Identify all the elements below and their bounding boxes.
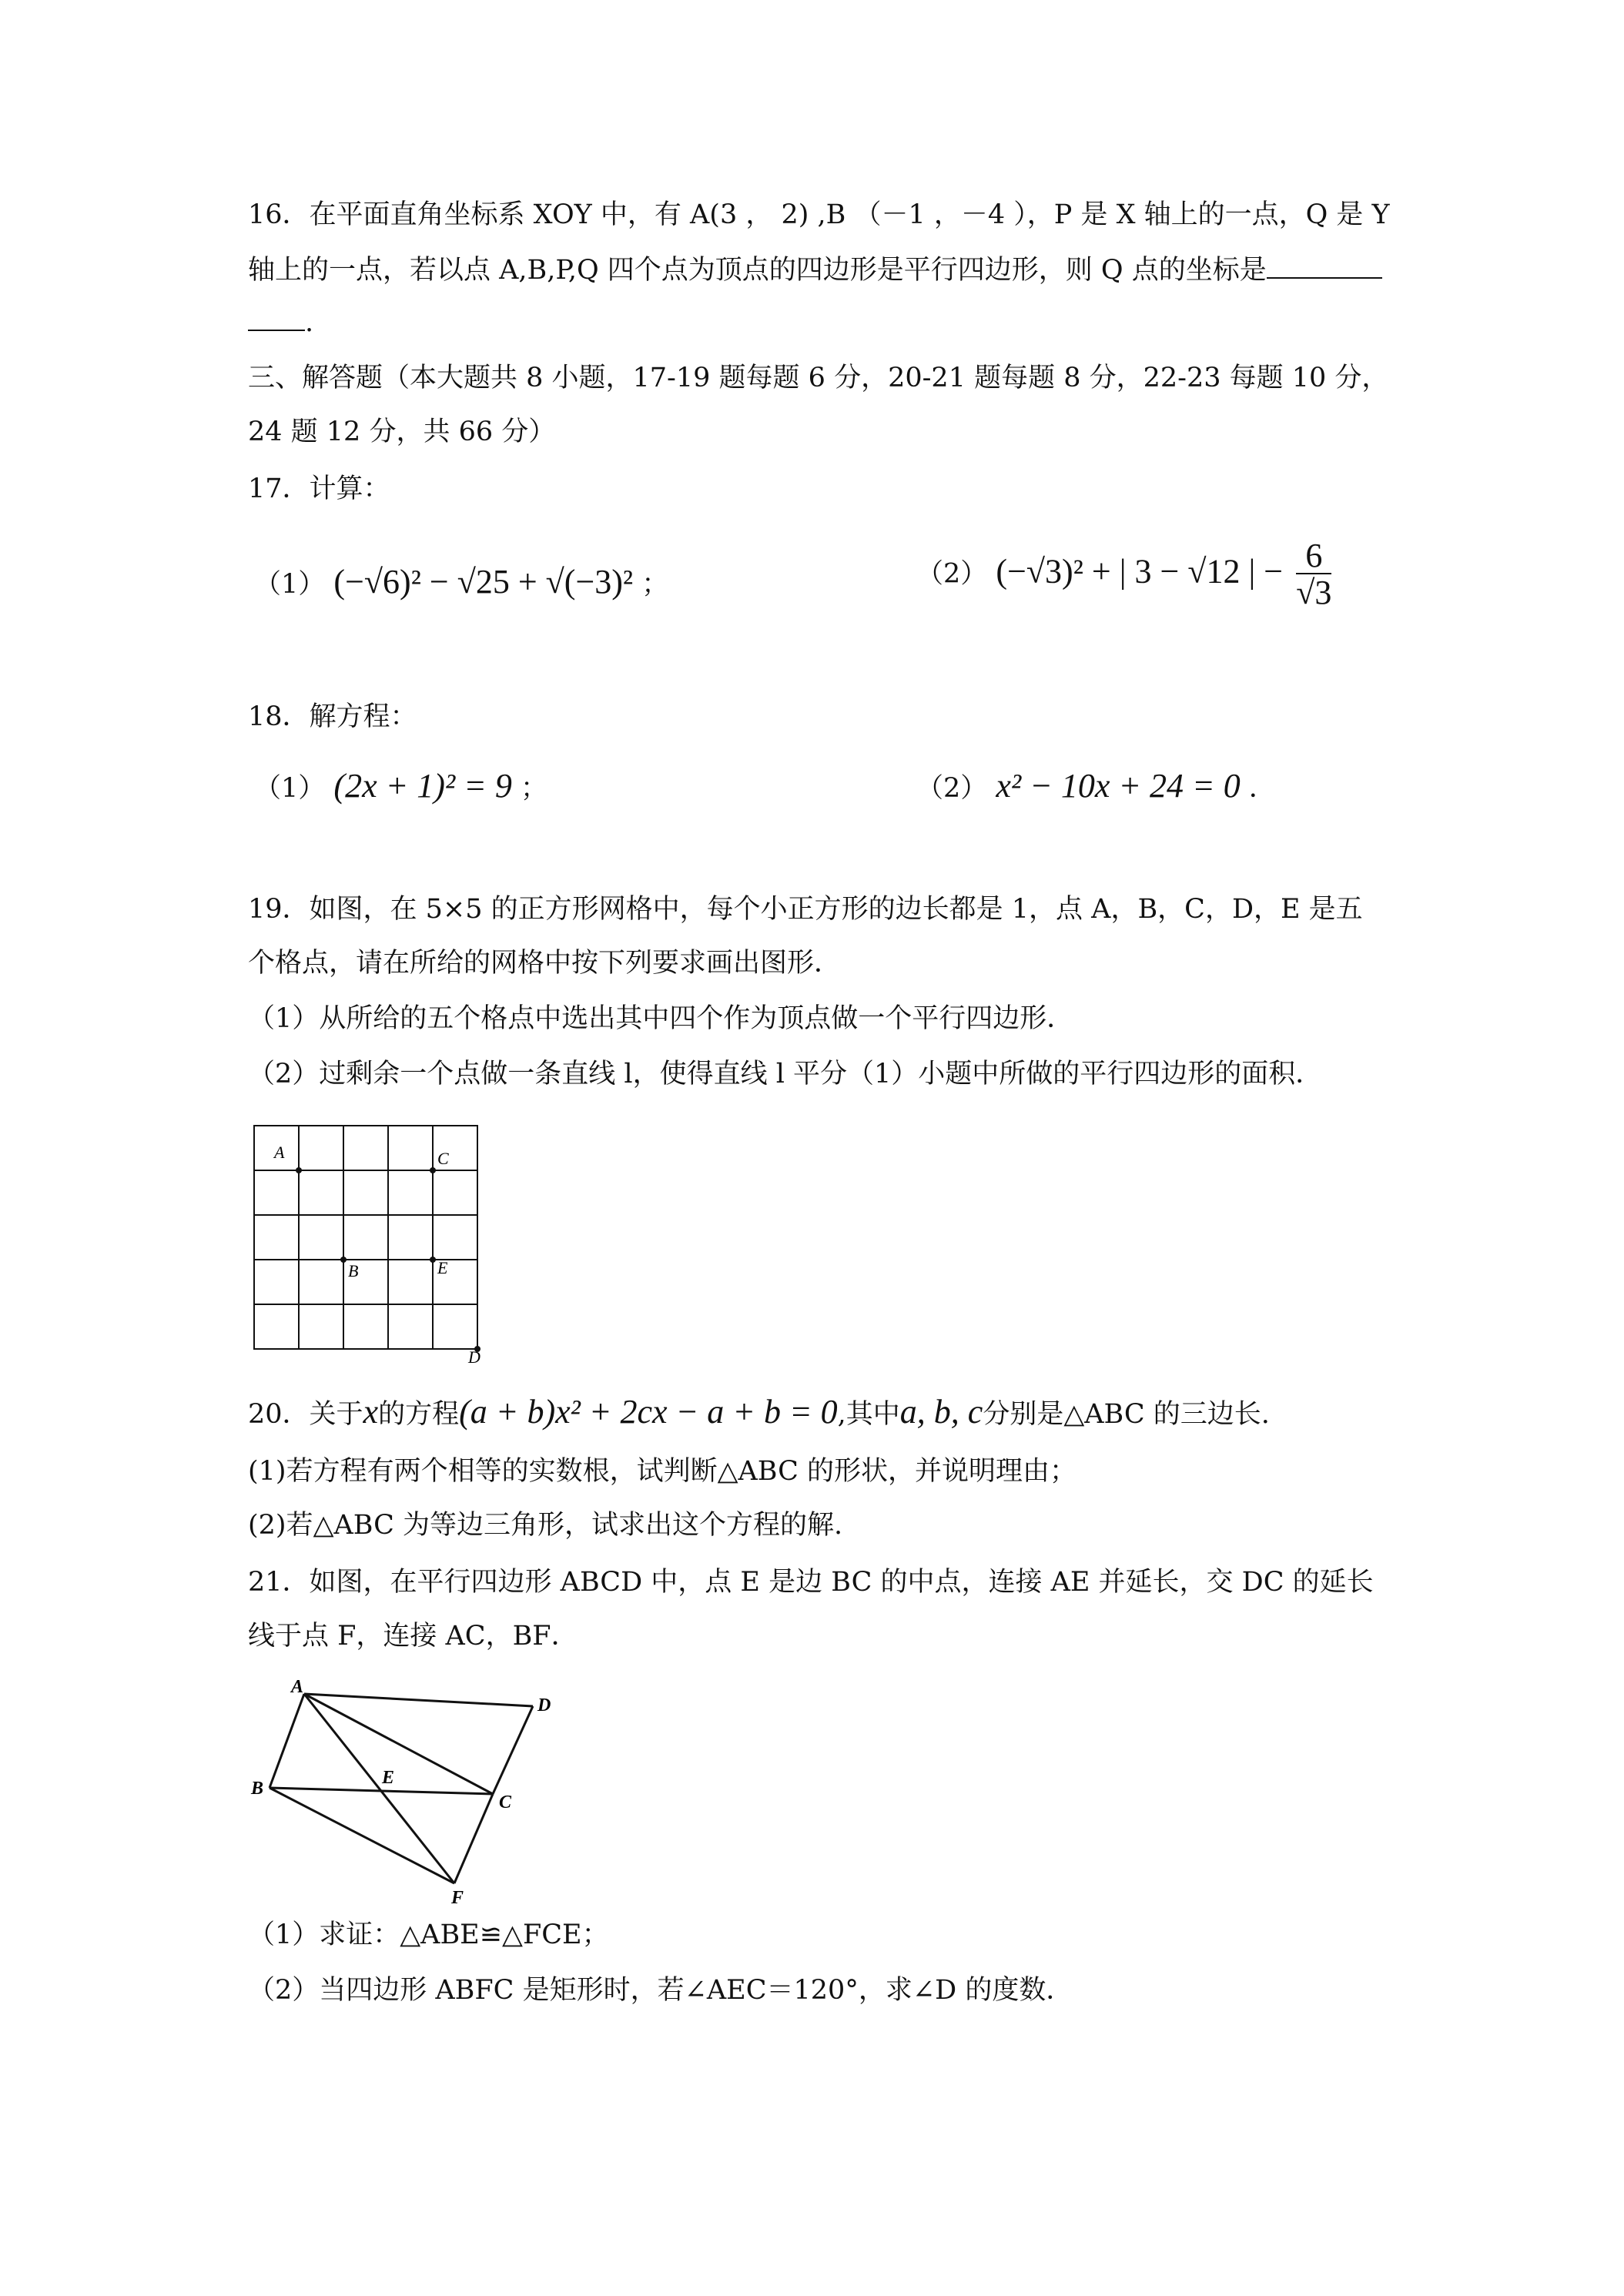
q21-line1: 21．如图，在平行四边形 ABCD 中，点 E 是边 BC 的中点，连接 AE 并延长，交 DC 的延长 — [248, 1567, 1374, 1598]
q18-p2-label: （2） — [916, 773, 988, 804]
grid-label-d: D — [468, 1347, 481, 1364]
q17-p1-expression: (−√6)² − √25 + √(−3)² — [333, 563, 634, 601]
q19-line2: 个格点，请在所给的网格中按下列要求画出图形． — [248, 948, 842, 979]
q17-p2-fraction — [1296, 539, 1331, 611]
q20-text-equation-of: 的方程 — [378, 1399, 460, 1430]
fig-label-a: A — [291, 1677, 304, 1697]
fig-label-d: D — [537, 1695, 551, 1715]
q17-p1-label: （1） — [254, 569, 326, 600]
q19-line3: （1）从所给的五个格点中选出其中四个作为顶点做一个平行四边形． — [248, 1003, 1074, 1034]
grid-point-e — [430, 1257, 436, 1263]
grid-figure — [246, 1118, 493, 1364]
q18-p2-end: ． — [1248, 773, 1276, 804]
grid-point-a — [296, 1167, 302, 1173]
figure-lines — [270, 1694, 533, 1883]
q19-line4: （2）过剩余一个点做一条直线 l，使得直线 l 平分（1）小题中所做的平行四边形的面积． — [248, 1059, 1323, 1089]
q20-line1 — [248, 1392, 1270, 1433]
q16-line2 — [248, 254, 1382, 286]
grid-point-b — [340, 1257, 347, 1263]
q18-title: 18．解方程： — [248, 701, 417, 732]
q18-part2 — [916, 766, 1276, 805]
q17-p2-expression: (−√3)² + | 3 − √12 | − — [996, 552, 1284, 591]
answer-blank-continued[interactable] — [248, 308, 305, 331]
q20-equation: (a + b)x² + 2cx − a + b = 0 — [459, 1393, 838, 1431]
q20-line3: (2)若△ABC 为等边三角形，试求出这个方程的解. — [248, 1510, 843, 1541]
grid-label-b: B — [348, 1261, 359, 1280]
q18-p1-expression: (2x + 1)² = 9 — [333, 767, 512, 805]
fig-label-f: F — [451, 1888, 464, 1908]
q20-variables: a, b, c — [899, 1393, 983, 1431]
q17-p2-label: （2） — [916, 558, 988, 590]
q17-p2-numerator: 6 — [1296, 539, 1331, 574]
section3-line2: 24 题 12 分，共 66 分） — [248, 417, 556, 447]
q21-line2: 线于点 F，连接 AC，BF． — [248, 1621, 578, 1652]
q16-line1: 16．在平面直角坐标系 XOY 中，有 A(3 ， 2) ,B （－1 ，－4 ），P 是 X 轴上的一点，Q 是 Y — [248, 199, 1390, 230]
q20-variable-x: x — [363, 1393, 379, 1431]
fig-label-b: B — [251, 1779, 264, 1799]
q21-line3: （1）求证：△ABE≌△FCE； — [248, 1919, 609, 1950]
grid-label-c: C — [437, 1149, 449, 1168]
q17-title: 17．计算： — [248, 474, 390, 504]
q18-p1-end: ； — [520, 773, 547, 804]
grid-label-e: E — [437, 1258, 448, 1277]
fig-label-e: E — [382, 1768, 395, 1788]
q17-p1-end: ； — [641, 569, 669, 600]
q20-text-sides: 分别是△ABC 的三边长. — [983, 1399, 1270, 1430]
grid-label-a: A — [274, 1143, 285, 1162]
q17-p2-denominator: √3 — [1296, 574, 1332, 611]
q17-part1 — [254, 562, 668, 601]
q21-line4: （2）当四边形 ABFC 是矩形时，若∠AEC＝120°，求∠D 的度数． — [248, 1975, 1073, 2006]
grid-point-c — [430, 1167, 436, 1173]
answer-blank[interactable] — [1267, 256, 1382, 279]
q16-period: . — [305, 307, 314, 338]
q20-text-where: ,其中 — [837, 1399, 900, 1430]
q18-p2-expression: x² − 10x + 24 = 0 — [996, 767, 1241, 805]
q20-line2: (1)若方程有两个相等的实数根，试判断△ABC 的形状，并说明理由； — [248, 1456, 1077, 1487]
q19-line1: 19．如图，在 5×5 的正方形网格中，每个小正方形的边长都是 1，点 A，B，C，D，E 是五 — [248, 894, 1363, 925]
q16-line2-text: 轴上的一点，若以点 A,B,P,Q 四个点为顶点的四边形是平行四边形，则 Q 点的坐标是 — [248, 255, 1267, 286]
q20-prefix: 20．关于 — [248, 1399, 363, 1430]
q16-line3 — [248, 306, 313, 339]
q18-part1 — [254, 766, 547, 805]
parallelogram-figure — [246, 1677, 570, 1908]
q18-p1-label: （1） — [254, 773, 326, 804]
section3-line1: 三、解答题（本大题共 8 小题，17-19 题每题 6 分，20-21 题每题 8 分，22-23 每题 10 分， — [248, 363, 1389, 393]
fig-label-c: C — [499, 1792, 512, 1812]
q17-part2 — [916, 539, 1331, 611]
